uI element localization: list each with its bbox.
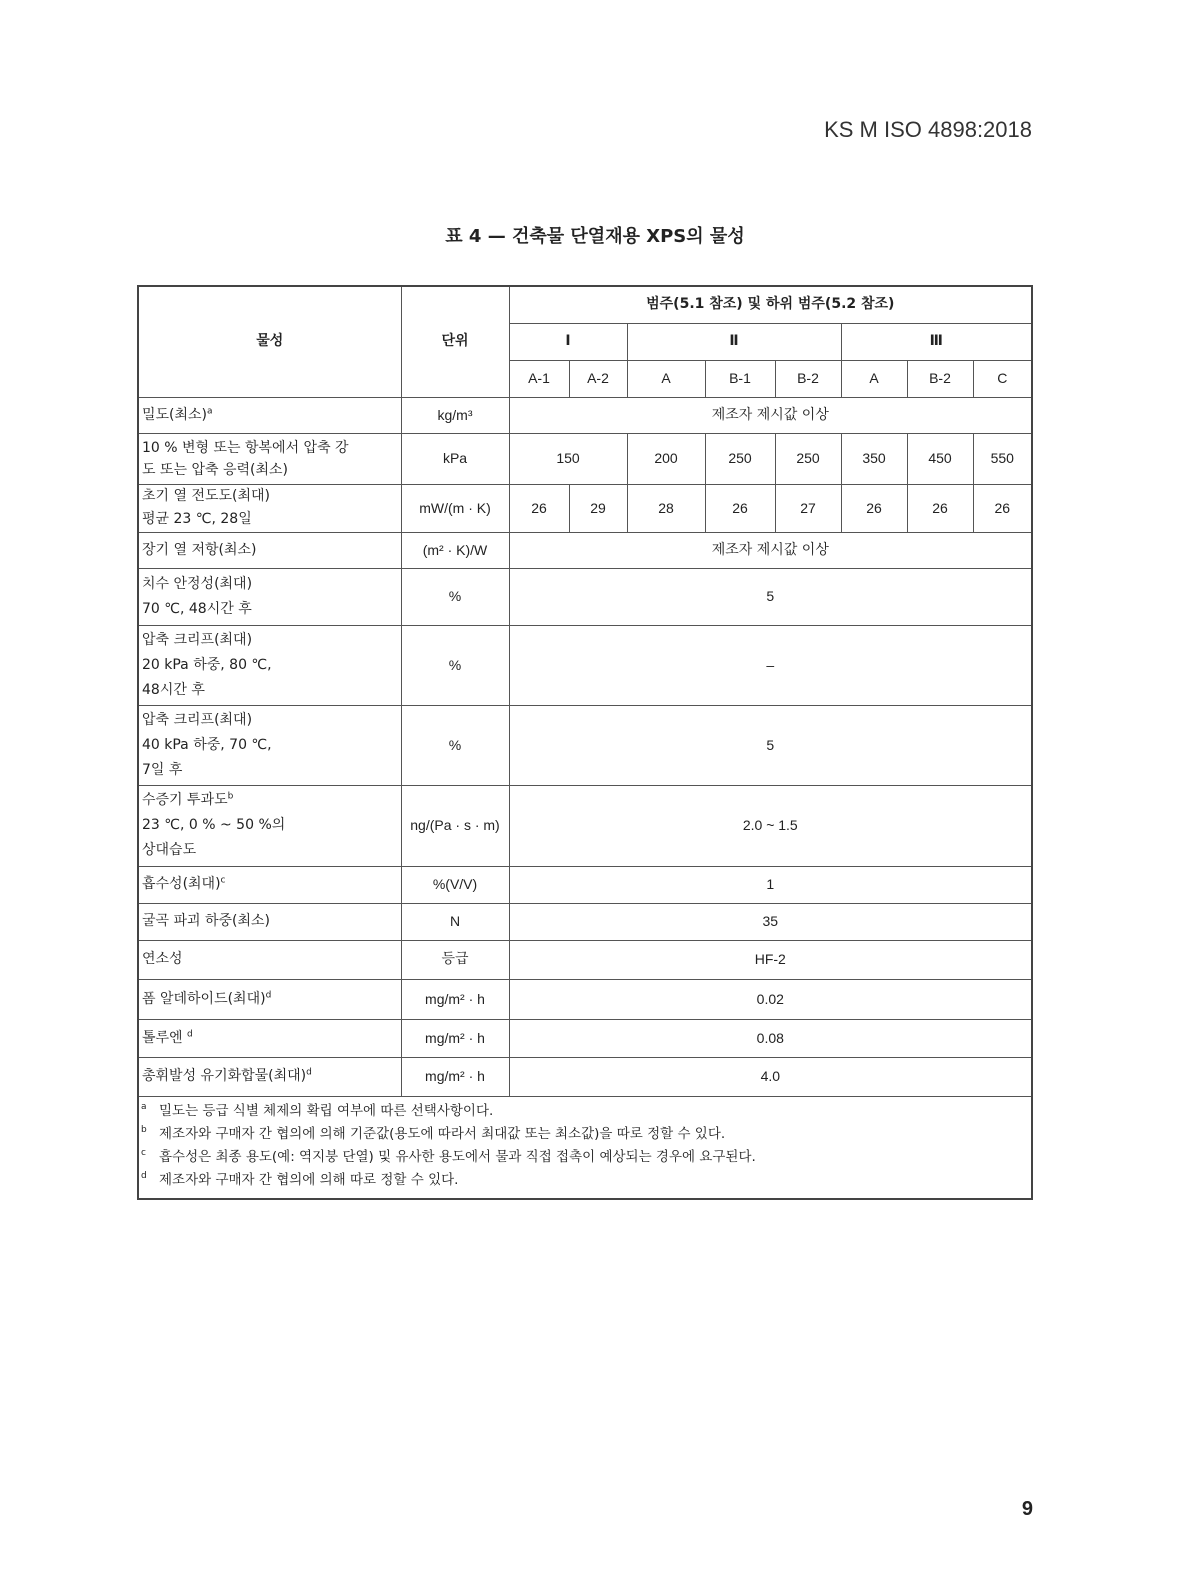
value-cell: 0.02 [509,979,1032,1019]
value-cell: 450 [907,433,973,484]
property-label: 굴곡 파괴 하중(최소) [138,903,401,940]
footnote: d 제조자와 구매자 간 협의에 의해 따로 정할 수 있다. [141,1170,459,1188]
table-title: 표 4 — 건축물 단열재용 XPS의 물성 [445,226,745,247]
row-creep-40kpa [138,705,1032,785]
value-cell: 26 [705,484,775,532]
value-cell: 26 [973,484,1032,532]
property-label: 총휘발성 유기화합물(최대)$^d$ [138,1057,401,1096]
unit-cell: %(V/V) [401,866,509,903]
row-water-absorption [138,866,1032,903]
value-cell: HF-2 [509,940,1032,979]
property-label: 흡수성(최대)$^c$ [138,866,401,903]
property-label: 폼 알데하이드(최대)$^d$ [138,979,401,1019]
value-cell: 제조자 제시값 이상 [509,532,1032,568]
unit-cell: N [401,903,509,940]
row-density [138,397,1032,433]
subcategory-cell: B-2 [907,360,973,397]
value-cell: 26 [841,484,907,532]
value-cell: 150 [509,433,627,484]
value-cell: 35 [509,903,1032,940]
properties-table [137,285,1033,1200]
standard-code: KS M ISO 4898:2018 [824,117,1032,142]
row-tvoc [138,1057,1032,1096]
unit-cell: (m² · K)/W [401,532,509,568]
value-cell: 29 [569,484,627,532]
row-formaldehyde [138,979,1032,1019]
unit-cell: mW/(m · K) [401,484,509,532]
row-compression [138,433,1032,484]
row-footnotes [138,1096,1032,1199]
value-cell: – [509,625,1032,705]
value-cell: 350 [841,433,907,484]
property-label: 초기 열 전도도(최대) 평균 23 ℃, 28일 [138,484,401,532]
header-category-3: Ⅲ [841,323,1032,360]
row-vapour-permeability [138,785,1032,866]
unit-cell: 등급 [401,940,509,979]
value-cell: 5 [509,705,1032,785]
value-cell: 250 [705,433,775,484]
unit-cell: kg/m³ [401,397,509,433]
unit-cell: mg/m² · h [401,1019,509,1057]
value-cell: 27 [775,484,841,532]
unit-cell: % [401,625,509,705]
value-cell: 1 [509,866,1032,903]
row-bending [138,903,1032,940]
footnotes [138,1096,1032,1199]
value-cell: 550 [973,433,1032,484]
row-thermal-conductivity [138,484,1032,532]
value-cell: 0.08 [509,1019,1032,1057]
subcategory-cell: B-2 [775,360,841,397]
property-label: 압축 크리프(최대) 40 kPa 하중, 70 ℃, 7일 후 [138,705,401,785]
value-cell: 250 [775,433,841,484]
footnote: a 밀도는 등급 식별 체제의 확립 여부에 따른 선택사항이다. [141,1101,494,1119]
value-cell: 200 [627,433,705,484]
property-label: 치수 안정성(최대) 70 ℃, 48시간 후 [138,568,401,625]
row-creep-20kpa [138,625,1032,705]
header-property: 물성 [138,286,401,397]
property-label: 밀도(최소)$^a$ [138,397,401,433]
header-category-span: 범주(5.1 참조) 및 하위 범주(5.2 참조) [509,286,1032,323]
header-category-2: Ⅱ [627,323,841,360]
subcategory-cell: A [627,360,705,397]
unit-cell: mg/m² · h [401,979,509,1019]
unit-cell: % [401,705,509,785]
value-cell: 28 [627,484,705,532]
value-cell: 26 [509,484,569,532]
value-cell: 5 [509,568,1032,625]
header-category-1: I [509,323,627,360]
unit-cell: ng/(Pa · s · m) [401,785,509,866]
subcategory-cell: A-2 [569,360,627,397]
row-toluene [138,1019,1032,1057]
property-label: 수증기 투과도$^b$ 23 ℃, 0 % ~ 50 %의 상대습도 [138,785,401,866]
property-label: 연소성 [138,940,401,979]
header-unit: 단위 [401,286,509,397]
property-label: 장기 열 저항(최소) [138,532,401,568]
unit-cell: % [401,568,509,625]
subcategory-cell: A-1 [509,360,569,397]
row-dimensional-stability [138,568,1032,625]
subcategory-cell: B-1 [705,360,775,397]
value-cell: 2.0 ~ 1.5 [509,785,1032,866]
value-cell: 4.0 [509,1057,1032,1096]
value-cell: 제조자 제시값 이상 [509,397,1032,433]
subcategory-cell: C [973,360,1032,397]
header-row-1 [138,286,1032,323]
property-label: 톨루엔 $^d$ [138,1019,401,1057]
value-cell: 26 [907,484,973,532]
unit-cell: mg/m² · h [401,1057,509,1096]
page-number: 9 [1021,1498,1033,1520]
property-label: 압축 크리프(최대) 20 kPa 하중, 80 ℃, 48시간 후 [138,625,401,705]
row-thermal-resistance [138,532,1032,568]
row-flammability [138,940,1032,979]
unit-cell: kPa [401,433,509,484]
property-label: 10 % 변형 또는 항복에서 압축 강 도 또는 압축 응력(최소) [138,433,401,484]
subcategory-cell: A [841,360,907,397]
footnote: b 제조자와 구매자 간 협의에 의해 기준값(용도에 따라서 최대값 또는 최소값)을 따로 정할 수 있다. [141,1124,726,1142]
footnote: c 흡수성은 최종 용도(예: 역지붕 단열) 및 유사한 용도에서 물과 직접 접촉이 예상되는 경우에 요구된다. [141,1147,756,1165]
